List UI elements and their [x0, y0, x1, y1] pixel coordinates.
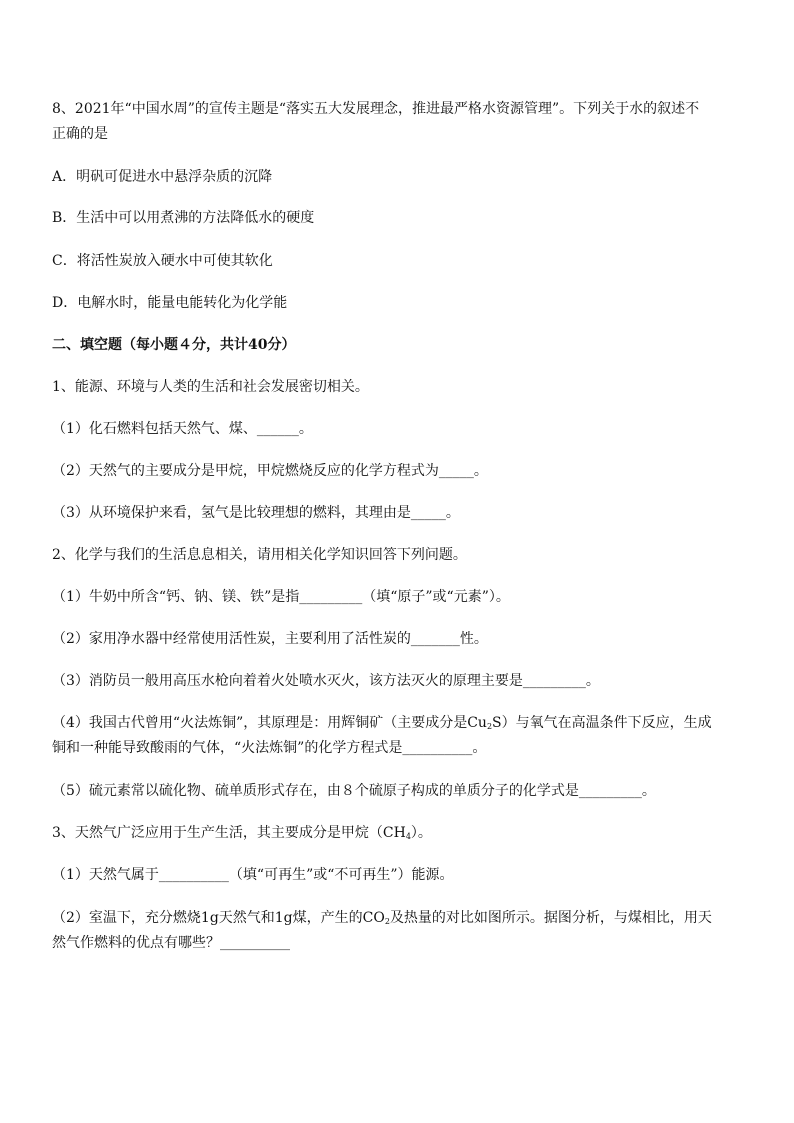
- q3-part1: （1）天然气属于__________（填“可再生”或“不可再生”）能源。: [52, 867, 454, 883]
- q2-part5: （5）硫元素常以硫化物、硫单质形式存在，由８个硫原子构成的单质分子的化学式是_________。: [52, 783, 656, 799]
- q2-part4-text-a: （4）我国古代曾用“火法炼铜”，其原理是：用辉铜矿（主要成分是Cu: [52, 715, 487, 731]
- q8-option-a: A．明矾可促进水中悬浮杂质的沉降: [52, 169, 273, 185]
- q1-part3: （3）从环境保护来看，氢气是比较理想的燃料，其理由是_____。: [52, 505, 460, 521]
- q3-stem-subscript: 4: [405, 832, 411, 841]
- q2-part4-line2: 铜和一种能导致酸雨的气体，“火法炼铜”的化学方程式是__________。: [52, 740, 487, 756]
- q8-option-b: B．生活中可以用煮沸的方法降低水的硬度: [52, 210, 315, 226]
- q1-part1: （1）化石燃料包括天然气、煤、______。: [52, 421, 313, 437]
- q8-stem-line2: 正确的是: [52, 126, 108, 142]
- q2-part4-text-b: S）与氧气在高温条件下反应，生成: [492, 715, 712, 731]
- q3-part2-line2: 然气作燃料的优点有哪些？__________: [52, 935, 290, 951]
- q3-stem: [52, 824, 752, 842]
- q1-part2: （2）天然气的主要成分是甲烷，甲烷燃烧反应的化学方程式为_____。: [52, 463, 488, 479]
- q8-option-d: D．电解水时，能量电能转化为化学能: [52, 295, 288, 311]
- q3-stem-text-a: 3、天然气广泛应用于生产生活，其主要成分是甲烷（CH: [52, 825, 406, 841]
- section-heading: 二、填空题（每小题４分，共计40分）: [52, 337, 296, 353]
- q3-part2-subscript: 2: [384, 917, 390, 926]
- q2-part4-line1: [52, 714, 752, 732]
- q1-stem: 1、能源、环境与人类的生活和社会发展密切相关。: [52, 379, 369, 395]
- q2-stem: 2、化学与我们的生活息息相关，请用相关化学知识回答下列问题。: [52, 547, 467, 563]
- q8-option-c: C．将活性炭放入硬水中可使其软化: [52, 253, 273, 269]
- q3-stem-text-b: ）。: [410, 825, 432, 841]
- q2-part4-subscript: 2: [486, 722, 493, 731]
- q2-part3: （3）消防员一般用高压水枪向着着火处喷水灭火，该方法灭火的原理主要是_________。: [52, 673, 600, 689]
- q2-part1: （1）牛奶中所含“钙、钠、镁、铁”是指_________（填“原子”或“元素”）。: [52, 589, 510, 605]
- q3-part2-text-b: 及热量的对比如图所示。据图分析，与煤相比，用天: [389, 910, 712, 926]
- q3-part2-line1: [52, 909, 752, 927]
- q3-part2-text-a: （2）室温下，充分燃烧1g天然气和1g煤，产生的CO: [52, 910, 385, 926]
- q2-part2: （2）家用净水器中经常使用活性炭，主要利用了活性炭的_______性。: [52, 631, 488, 647]
- q8-stem-line1: 8、2021年“中国水周”的宣传主题是“落实五大发展理念，推进最严格水资源管理”。下列关于水的叙述不: [52, 101, 700, 117]
